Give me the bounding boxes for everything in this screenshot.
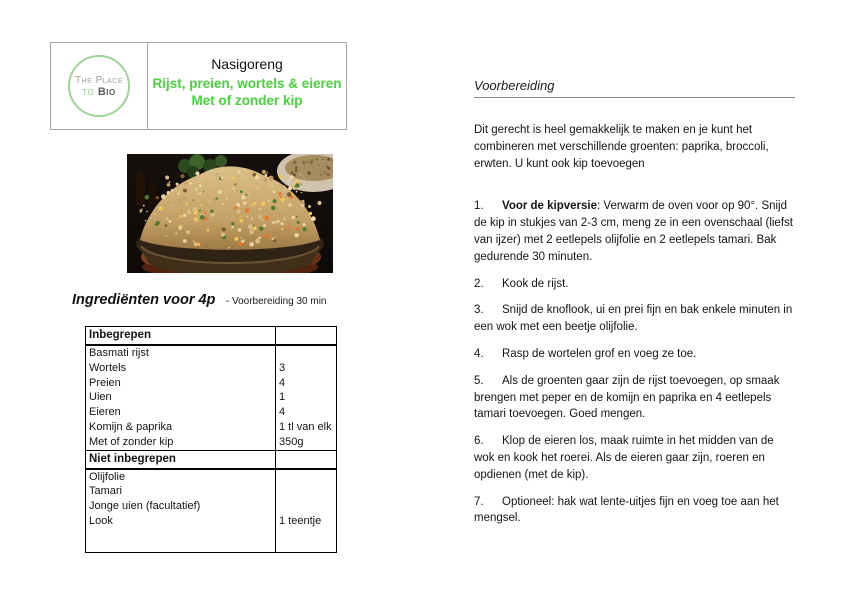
ingredient-row — [86, 435, 337, 450]
ingredient-name: Look — [89, 514, 113, 527]
ingredient-name: Jonge uien (facultatief) — [89, 500, 201, 513]
ingredient-row — [86, 469, 337, 485]
section-header-included — [86, 327, 337, 346]
ingredient-qty: 4 — [276, 405, 337, 420]
section-header-label: Niet inbegrepen — [86, 450, 276, 469]
ingredient-name: Olijfolie — [89, 470, 126, 483]
ingredient-row — [86, 484, 337, 499]
step-number: 1. — [474, 200, 484, 213]
ingredients-heading-suffix: - Voorbereiding 30 min — [225, 296, 327, 307]
ingredient-name: Met of zonder kip — [89, 435, 174, 448]
ingredient-row — [86, 390, 337, 405]
section-header-label: Inbegrepen — [86, 327, 276, 346]
ingredient-qty: 350g — [276, 435, 337, 450]
title-cell — [148, 43, 346, 129]
ingredient-qty — [276, 499, 337, 514]
step-item — [474, 302, 795, 336]
step-item — [474, 433, 795, 483]
preparation-heading: Voorbereiding — [474, 78, 795, 98]
ingredients-table — [85, 326, 337, 553]
step-number: 4. — [474, 347, 484, 360]
logo-text-line1: The Place — [74, 74, 124, 86]
brand-logo — [68, 55, 130, 117]
logo-text-line2 — [82, 86, 115, 98]
logo-cell — [51, 43, 148, 129]
step-text: Als de groenten gaar zijn de rijst toevoegen, op smaak brengen met peper en de komijn en paprika en 4 eetlepels tamari toevoegen. Goed mengen. — [474, 374, 780, 421]
ingredients-heading — [72, 291, 327, 309]
step-text: Optioneel: hak wat lente-uitjes fijn en voeg toe aan het mengsel. — [474, 495, 779, 525]
step-text: Kook de rijst. — [502, 277, 569, 290]
ingredient-row — [86, 405, 337, 420]
step-number: 5. — [474, 374, 484, 387]
recipe-header-card — [50, 42, 347, 130]
ingredient-qty — [276, 345, 337, 361]
ingredient-qty: 4 — [276, 376, 337, 391]
ingredient-name: Eieren — [89, 406, 121, 419]
step-item — [474, 346, 795, 363]
step-lead: Voor de kipversie — [502, 200, 598, 213]
ingredient-row — [86, 514, 337, 529]
ingredient-qty — [276, 484, 337, 499]
logo-text-bio: Bio — [97, 85, 116, 98]
step-number: 2. — [474, 277, 484, 290]
recipe-title: Nasigoreng — [211, 56, 283, 72]
food-photo — [127, 154, 333, 273]
step-number: 7. — [474, 495, 484, 508]
step-text: Klop de eieren los, maak ruimte in het midden van de wok en kook het roerei. Als de eieren gaar zijn, roeren en opdienen (met de kip). — [474, 435, 774, 481]
preparation-section — [474, 78, 795, 537]
step-item — [474, 276, 795, 293]
recipe-subtitle-line2: Met of zonder kip — [191, 93, 303, 108]
ingredients-heading-main: Ingrediënten voor 4p — [72, 292, 216, 308]
ingredient-name: Tamari — [89, 485, 123, 498]
ingredient-qty — [276, 469, 337, 485]
step-text: : Verwarm de oven voor op 90°. Snijd de kip in stukjes van 2-3 cm, meng ze in een ovenschaal (liefst van ijzer) met 2 eetlepels olijfolie en 2 eetlepels tamari. Bak gedurende 30 minuten. — [474, 200, 793, 263]
recipe-subtitle-line1: Rijst, preien, wortels & eieren — [152, 76, 342, 91]
ingredient-row — [86, 361, 337, 376]
steps-list — [474, 198, 795, 527]
ingredient-qty: 1 teentje — [276, 514, 337, 529]
ingredient-name: Preien — [89, 376, 121, 389]
ingredient-name: Komijn & paprika — [89, 420, 173, 433]
ingredient-name: Uien — [89, 391, 112, 404]
step-item — [474, 373, 795, 423]
ingredient-name: Wortels — [89, 361, 127, 374]
ingredient-qty: 3 — [276, 361, 337, 376]
section-header-not-included — [86, 450, 337, 469]
step-item — [474, 494, 795, 528]
step-number: 3. — [474, 304, 484, 317]
ingredient-name: Basmati rijst — [89, 347, 149, 359]
ingredient-row — [86, 345, 337, 361]
ingredient-row — [86, 420, 337, 435]
intro-paragraph: Dit gerecht is heel gemakkelijk te maken en je kunt het combineren met verschillende groenten: paprika, broccoli, erwten. U kunt ook kip toevoegen — [474, 124, 769, 170]
ingredient-row — [86, 499, 337, 514]
step-text: Rasp de wortelen grof en voeg ze toe. — [502, 347, 697, 360]
table-spacer-row — [86, 529, 337, 553]
ingredient-qty: 1 tl van elk — [276, 420, 337, 435]
step-item — [474, 198, 795, 265]
logo-text-to: to — [82, 85, 95, 98]
ingredient-row — [86, 376, 337, 391]
ingredient-qty: 1 — [276, 390, 337, 405]
step-number: 6. — [474, 435, 484, 448]
step-text: Snijd de knoflook, ui en prei fijn en bak enkele minuten in een wok met een beetje olijfolie. — [474, 304, 793, 334]
